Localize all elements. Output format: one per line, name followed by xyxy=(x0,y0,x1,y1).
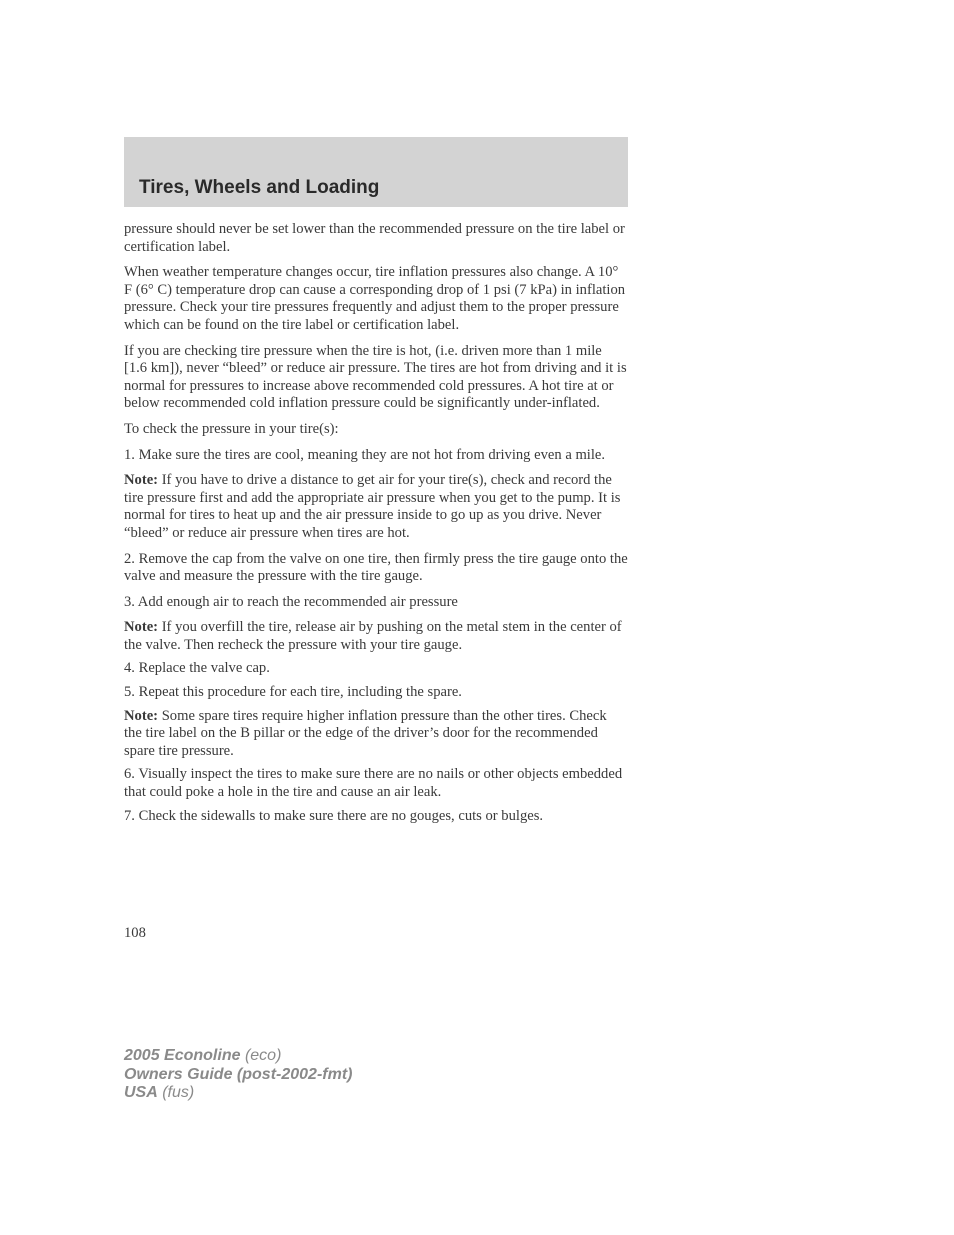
footer-model: 2005 Econoline xyxy=(124,1047,241,1064)
paragraph-pressure-minimum: pressure should never be set lower than the recommended pressure on the tire label or certification label. xyxy=(124,221,625,255)
footer-line-3 xyxy=(124,1084,352,1103)
paragraph-check-intro: To check the pressure in your tire(s): xyxy=(124,420,339,437)
page-body xyxy=(124,221,628,831)
step-2: 2. Remove the cap from the valve on one tire, then firmly press the tire gauge onto the valve and measure the pressure with the tire gauge. xyxy=(124,550,628,585)
step-3: 3. Add enough air to reach the recommended air pressure xyxy=(124,593,458,610)
note-1 xyxy=(124,472,628,542)
footer-model-code: (eco) xyxy=(240,1047,282,1064)
document-footer xyxy=(124,1047,352,1103)
note-text: Some spare tires require higher inflation pressure than the other tires. Check the tire label on the B pillar or the edge of the driver’s door for the recommended spare tire pressure. xyxy=(124,707,607,759)
page-number: 108 xyxy=(124,925,146,941)
footer-guide: Owners Guide (post-2002-fmt) xyxy=(124,1065,353,1083)
note-text: If you have to drive a distance to get air for your tire(s), check and record the tire pressure first and add the appropriate air pressure when you get to the pump. It is normal for tires to heat up and the air pressure inside to go up as you drive. Never “bleed” or reduce air pressure when tires are hot. xyxy=(124,472,621,541)
section-title: Tires, Wheels and Loading xyxy=(139,177,380,198)
step-7: 7. Check the sidewalls to make sure there are no gouges, cuts or bulges. xyxy=(124,807,544,824)
note-label: Note: xyxy=(124,707,159,724)
paragraph-hot-tire: If you are checking tire pressure when the tire is hot, (i.e. driven more than 1 mile [1.6 km]), never “bleed” or reduce air pressure. The tires are hot from driving and it is normal for pressures to increase above recommended cold pressures. A hot tire at or below recommended cold inflation pressure could be significantly under-inflated. xyxy=(124,342,627,412)
step-1: 1. Make sure the tires are cool, meaning they are not hot from driving even a mile. xyxy=(124,446,606,463)
section-header-band xyxy=(124,137,628,207)
note-2 xyxy=(124,619,628,654)
note-text: If you overfill the tire, release air by pushing on the metal stem in the center of the valve. Then recheck the pressure with your tire gauge. xyxy=(124,619,622,653)
footer-market-code: (fus) xyxy=(157,1084,195,1101)
footer-market: USA xyxy=(124,1084,158,1101)
footer-line-1 xyxy=(124,1047,352,1066)
note-label: Note: xyxy=(124,619,159,636)
note-3 xyxy=(124,708,628,761)
step-5: 5. Repeat this procedure for each tire, including the spare. xyxy=(124,684,462,701)
note-label: Note: xyxy=(124,472,159,489)
step-6: 6. Visually inspect the tires to make sure there are no nails or other objects embedded that could poke a hole in the tire and cause an air leak. xyxy=(124,766,623,801)
paragraph-temperature-changes: When weather temperature changes occur, tire inflation pressures also change. A 10° F (6° C) temperature drop can cause a corresponding drop of 1 psi (7 kPa) in inflation pressure. Check your tire pressures frequently and adjust them to the proper pressure which can be found on the tire label or certification label. xyxy=(124,264,626,333)
step-4: 4. Replace the valve cap. xyxy=(124,660,270,677)
